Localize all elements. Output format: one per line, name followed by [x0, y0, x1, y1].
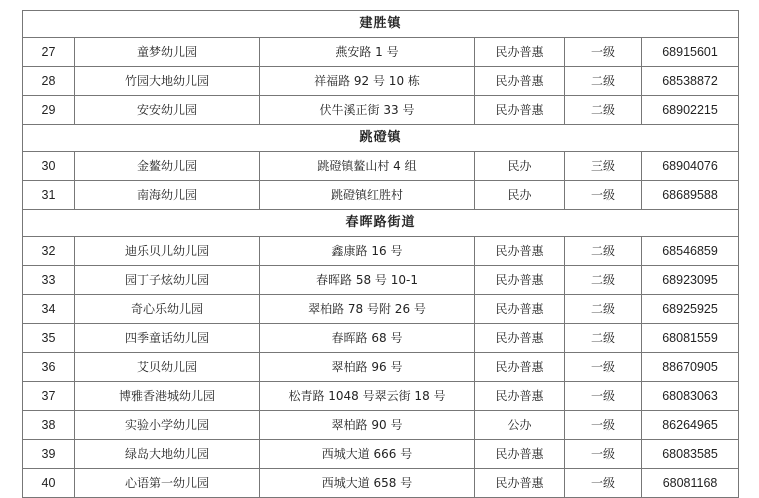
row-number: 35 [23, 324, 75, 353]
kindergarten-address: 春晖路 58 号 10-1 [260, 266, 475, 295]
kindergarten-name: 安安幼儿园 [75, 96, 260, 125]
section-header-row [23, 210, 739, 237]
kindergarten-phone: 68689588 [642, 181, 739, 210]
kindergarten-phone: 68902215 [642, 96, 739, 125]
kindergarten-address: 翠柏路 96 号 [260, 353, 475, 382]
table-row [23, 411, 739, 440]
section-title: 跳磴镇 [23, 125, 739, 152]
kindergarten-table [22, 10, 739, 498]
kindergarten-type: 民办普惠 [475, 38, 565, 67]
row-number: 30 [23, 152, 75, 181]
kindergarten-level: 二级 [565, 324, 642, 353]
kindergarten-phone: 68915601 [642, 38, 739, 67]
kindergarten-phone: 86264965 [642, 411, 739, 440]
kindergarten-level: 一级 [565, 353, 642, 382]
section-header-row [23, 125, 739, 152]
kindergarten-name: 艾贝幼儿园 [75, 353, 260, 382]
kindergarten-phone: 88670905 [642, 353, 739, 382]
kindergarten-type: 民办 [475, 181, 565, 210]
table-row [23, 469, 739, 498]
kindergarten-name: 迪乐贝儿幼儿园 [75, 237, 260, 266]
kindergarten-name: 心语第一幼儿园 [75, 469, 260, 498]
kindergarten-phone: 68081168 [642, 469, 739, 498]
kindergarten-address: 鑫康路 16 号 [260, 237, 475, 266]
row-number: 39 [23, 440, 75, 469]
kindergarten-phone: 68546859 [642, 237, 739, 266]
row-number: 32 [23, 237, 75, 266]
table-row [23, 152, 739, 181]
section-title: 建胜镇 [23, 11, 739, 38]
row-number: 27 [23, 38, 75, 67]
section-title: 春晖路街道 [23, 210, 739, 237]
section-header-row [23, 11, 739, 38]
table-row [23, 382, 739, 411]
kindergarten-type: 民办普惠 [475, 96, 565, 125]
kindergarten-name: 园丁子炫幼儿园 [75, 266, 260, 295]
kindergarten-type: 民办普惠 [475, 469, 565, 498]
kindergarten-address: 翠柏路 78 号附 26 号 [260, 295, 475, 324]
kindergarten-type: 民办 [475, 152, 565, 181]
kindergarten-address: 春晖路 68 号 [260, 324, 475, 353]
table-row [23, 353, 739, 382]
kindergarten-phone: 68538872 [642, 67, 739, 96]
kindergarten-table-body [23, 11, 739, 498]
kindergarten-name: 绿岛大地幼儿园 [75, 440, 260, 469]
row-number: 29 [23, 96, 75, 125]
kindergarten-name: 金鳌幼儿园 [75, 152, 260, 181]
kindergarten-phone: 68923095 [642, 266, 739, 295]
kindergarten-type: 民办普惠 [475, 67, 565, 96]
table-row [23, 96, 739, 125]
kindergarten-address: 燕安路 1 号 [260, 38, 475, 67]
kindergarten-type: 民办普惠 [475, 440, 565, 469]
kindergarten-phone: 68925925 [642, 295, 739, 324]
kindergarten-level: 二级 [565, 295, 642, 324]
kindergarten-table-page [22, 10, 739, 498]
row-number: 28 [23, 67, 75, 96]
kindergarten-name: 博雅香港城幼儿园 [75, 382, 260, 411]
kindergarten-address: 跳磴镇鳌山村 4 组 [260, 152, 475, 181]
kindergarten-type: 民办普惠 [475, 382, 565, 411]
kindergarten-name: 竹园大地幼儿园 [75, 67, 260, 96]
row-number: 36 [23, 353, 75, 382]
table-row [23, 324, 739, 353]
row-number: 37 [23, 382, 75, 411]
kindergarten-level: 二级 [565, 96, 642, 125]
kindergarten-address: 西城大道 658 号 [260, 469, 475, 498]
kindergarten-name: 实验小学幼儿园 [75, 411, 260, 440]
kindergarten-phone: 68904076 [642, 152, 739, 181]
row-number: 33 [23, 266, 75, 295]
kindergarten-address: 祥福路 92 号 10 栋 [260, 67, 475, 96]
kindergarten-address: 跳磴镇红胜村 [260, 181, 475, 210]
kindergarten-type: 公办 [475, 411, 565, 440]
kindergarten-type: 民办普惠 [475, 324, 565, 353]
kindergarten-level: 一级 [565, 38, 642, 67]
kindergarten-phone: 68083585 [642, 440, 739, 469]
kindergarten-level: 三级 [565, 152, 642, 181]
kindergarten-level: 一级 [565, 469, 642, 498]
table-row [23, 440, 739, 469]
kindergarten-name: 南海幼儿园 [75, 181, 260, 210]
kindergarten-type: 民办普惠 [475, 353, 565, 382]
kindergarten-level: 一级 [565, 411, 642, 440]
kindergarten-address: 翠柏路 90 号 [260, 411, 475, 440]
kindergarten-address: 松青路 1048 号翠云街 18 号 [260, 382, 475, 411]
table-row [23, 295, 739, 324]
row-number: 40 [23, 469, 75, 498]
kindergarten-type: 民办普惠 [475, 295, 565, 324]
kindergarten-phone: 68083063 [642, 382, 739, 411]
kindergarten-name: 四季童话幼儿园 [75, 324, 260, 353]
table-row [23, 266, 739, 295]
kindergarten-phone: 68081559 [642, 324, 739, 353]
row-number: 38 [23, 411, 75, 440]
table-row [23, 38, 739, 67]
kindergarten-level: 一级 [565, 440, 642, 469]
table-row [23, 181, 739, 210]
kindergarten-name: 童梦幼儿园 [75, 38, 260, 67]
kindergarten-level: 二级 [565, 67, 642, 96]
kindergarten-name: 奇心乐幼儿园 [75, 295, 260, 324]
kindergarten-type: 民办普惠 [475, 266, 565, 295]
kindergarten-level: 二级 [565, 266, 642, 295]
table-row [23, 67, 739, 96]
kindergarten-level: 一级 [565, 181, 642, 210]
kindergarten-level: 二级 [565, 237, 642, 266]
kindergarten-type: 民办普惠 [475, 237, 565, 266]
row-number: 34 [23, 295, 75, 324]
kindergarten-address: 伏牛溪正街 33 号 [260, 96, 475, 125]
table-row [23, 237, 739, 266]
kindergarten-level: 一级 [565, 382, 642, 411]
row-number: 31 [23, 181, 75, 210]
kindergarten-address: 西城大道 666 号 [260, 440, 475, 469]
